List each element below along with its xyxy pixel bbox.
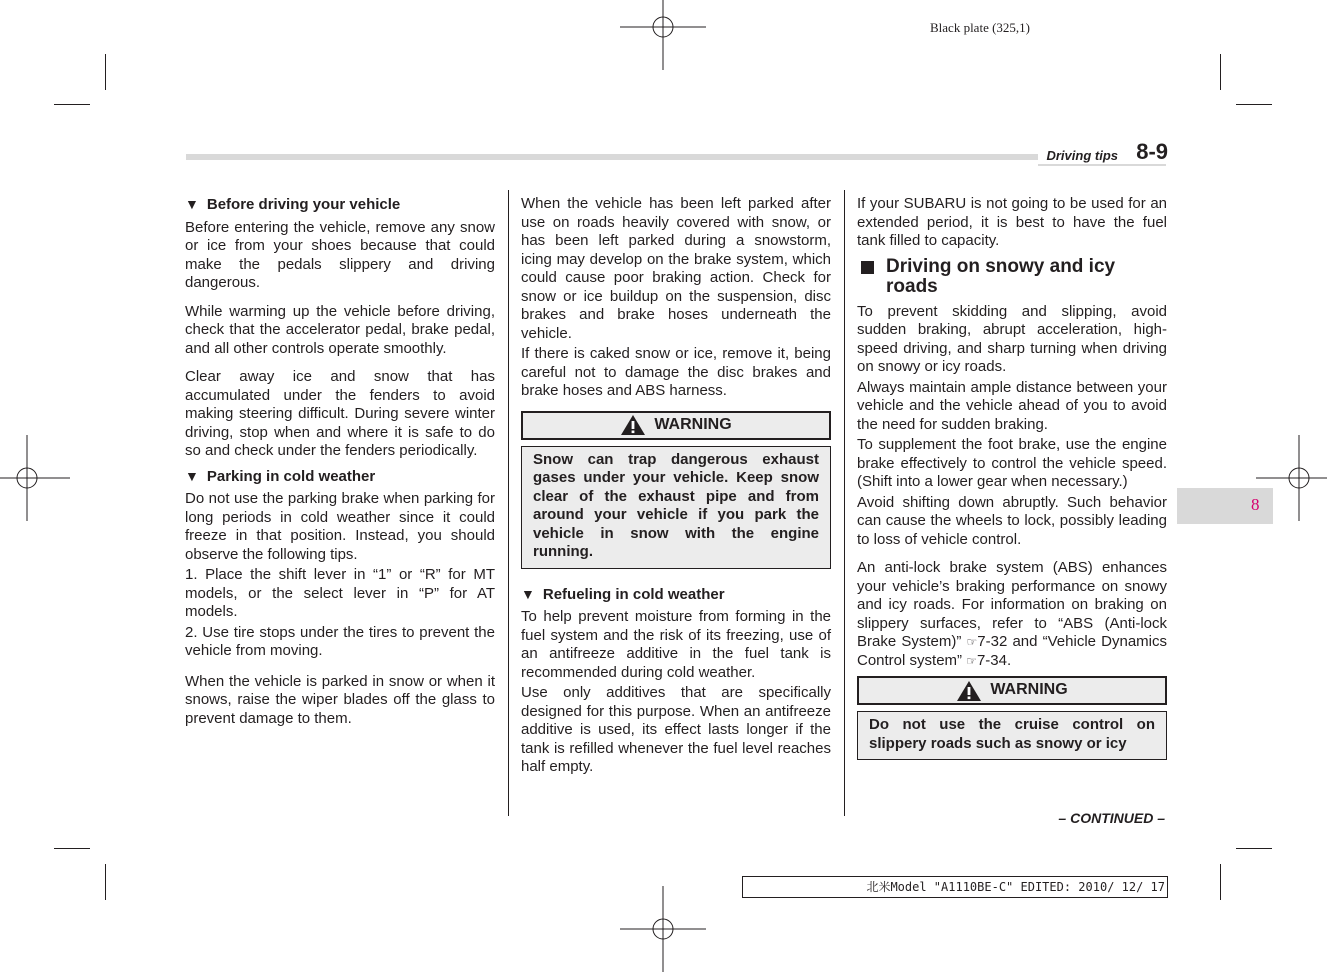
header-bar <box>186 154 1038 160</box>
warning-triangle-icon <box>620 414 646 436</box>
registration-mark-icon <box>620 0 706 70</box>
warning-header: WARNING <box>857 676 1167 705</box>
paragraph: Before entering the vehicle, remove any snow or ice from your shoes because that could make the pedals slippery and driving dangerous. <box>185 218 495 291</box>
paragraph: Clear away ice and snow that has accumulated under the fenders to avoid making steering difficult. During severe winter driving, stop when and where it is safe to do so and check under the fenders periodically. <box>185 368 495 459</box>
column-2 <box>521 195 831 787</box>
reference-icon: ☞ <box>966 635 978 649</box>
paragraph: To supplement the foot brake, use the engine brake effectively to control the vehicle speed. (Shift into a lower gear when necessary.) <box>857 436 1167 490</box>
registration-mark-icon <box>620 886 706 972</box>
crop-mark <box>1236 104 1272 105</box>
crop-mark <box>1220 864 1221 900</box>
paragraph: When the vehicle is parked in snow or when it snows, raise the wiper blades off the glass to prevent damage to them. <box>185 672 495 727</box>
crop-mark <box>105 54 106 90</box>
warning-text: Do not use the cruise control on slippery roads such as snowy or icy <box>857 711 1167 760</box>
paragraph: While warming up the vehicle before driving, check that the accelerator pedal, brake pedal, and all other controls operate smoothly. <box>185 302 495 357</box>
paragraph: To help prevent moisture from forming in the fuel system and the risk of its freezing, use of an antifreeze additive in the fuel tank is recommended during cold weather. <box>521 608 831 681</box>
page-number: 8-9 <box>1136 139 1168 164</box>
paragraph: An anti-lock brake system (ABS) enhances your vehicle’s braking performance on snowy and icy roads. For information on braking on slippery surfaces, refer to “ABS (Anti-lock Brake System)” ☞7-32 and “Vehicle Dynamics Control system” ☞7-34. <box>857 559 1167 669</box>
chapter-tab <box>1177 488 1273 524</box>
square-bullet-icon <box>861 261 874 274</box>
subheading: ▼ Before driving your vehicle <box>185 196 401 213</box>
subheading: ▼ Parking in cold weather <box>185 467 376 485</box>
crop-mark <box>54 848 90 849</box>
column-1 <box>185 195 495 738</box>
crop-mark <box>54 104 90 105</box>
column-divider <box>844 190 845 816</box>
continued-label: – CONTINUED – <box>1058 810 1165 826</box>
triangle-bullet-icon: ▼ <box>185 196 199 212</box>
warning-triangle-icon <box>956 680 982 702</box>
column-divider <box>508 190 509 816</box>
paragraph: If your SUBARU is not going to be used for an extended period, it is best to have the fuel tank filled to capacity. <box>857 195 1167 249</box>
footer-edit-info: 北米Model "A1110BE-C" EDITED: 2010/ 12/ 17 <box>742 876 1168 898</box>
warning-header: WARNING <box>521 411 831 440</box>
warning-text: Snow can trap dangerous exhaust gases under your vehicle. Keep snow clear of the exhaust pipe and from around your vehicle if you park the vehicle in snow with the engine running. <box>521 446 831 569</box>
subheading: ▼ Refueling in cold weather <box>521 585 725 603</box>
triangle-bullet-icon: ▼ <box>185 467 199 484</box>
paragraph: If there is caked snow or ice, remove it, being careful not to damage the disc brakes and brake hoses and ABS harness. <box>521 345 831 399</box>
plate-label: Black plate (325,1) <box>930 20 1030 35</box>
crop-mark <box>1236 848 1272 849</box>
list-item: 1. Place the shift lever in “1” or “R” for MT models, or the select lever in “P” for AT models. <box>185 566 495 620</box>
triangle-bullet-icon: ▼ <box>521 585 535 602</box>
registration-mark-icon <box>0 435 70 521</box>
reference-icon: ☞ <box>966 653 977 668</box>
list-item: 2. Use tire stops under the tires to prevent the vehicle from moving. <box>185 623 495 659</box>
running-header-title: Driving tips <box>1046 148 1118 163</box>
paragraph: Use only additives that are specifically designed for this purpose. When an antifreeze additive is used, its effect lasts longer if the tank is refilled whenever the fuel level reaches half empty. <box>521 684 831 775</box>
column-3 <box>857 195 1167 760</box>
paragraph: Always maintain ample distance between your vehicle and the vehicle ahead of you to avoid the need for sudden braking. <box>857 378 1167 433</box>
paragraph: To prevent skidding and slipping, avoid sudden braking, abrupt acceleration, high-speed driving, and sharp turning when driving on snowy or icy roads. <box>857 302 1167 375</box>
chapter-number: 8 <box>1251 495 1260 514</box>
paragraph: Avoid shifting down abruptly. Such behavior can cause the wheels to lock, possibly leading to loss of vehicle control. <box>857 493 1167 548</box>
crop-mark <box>105 864 106 900</box>
section-heading: Driving on snowy and icy roads <box>857 257 1167 297</box>
crop-mark <box>1220 54 1221 90</box>
paragraph: When the vehicle has been left parked after use on roads heavily covered with snow, or has been left parked during a snowstorm, icing may develop on the brake system, which could cause poor braking action. Check for snow or ice buildup on the suspension, disc brakes and brake hoses underneath the vehicle. <box>521 195 831 342</box>
paragraph: Do not use the parking brake when parking for long periods in cold weather since it could freeze in that position. Instead, you should observe the following tips. <box>185 490 495 563</box>
